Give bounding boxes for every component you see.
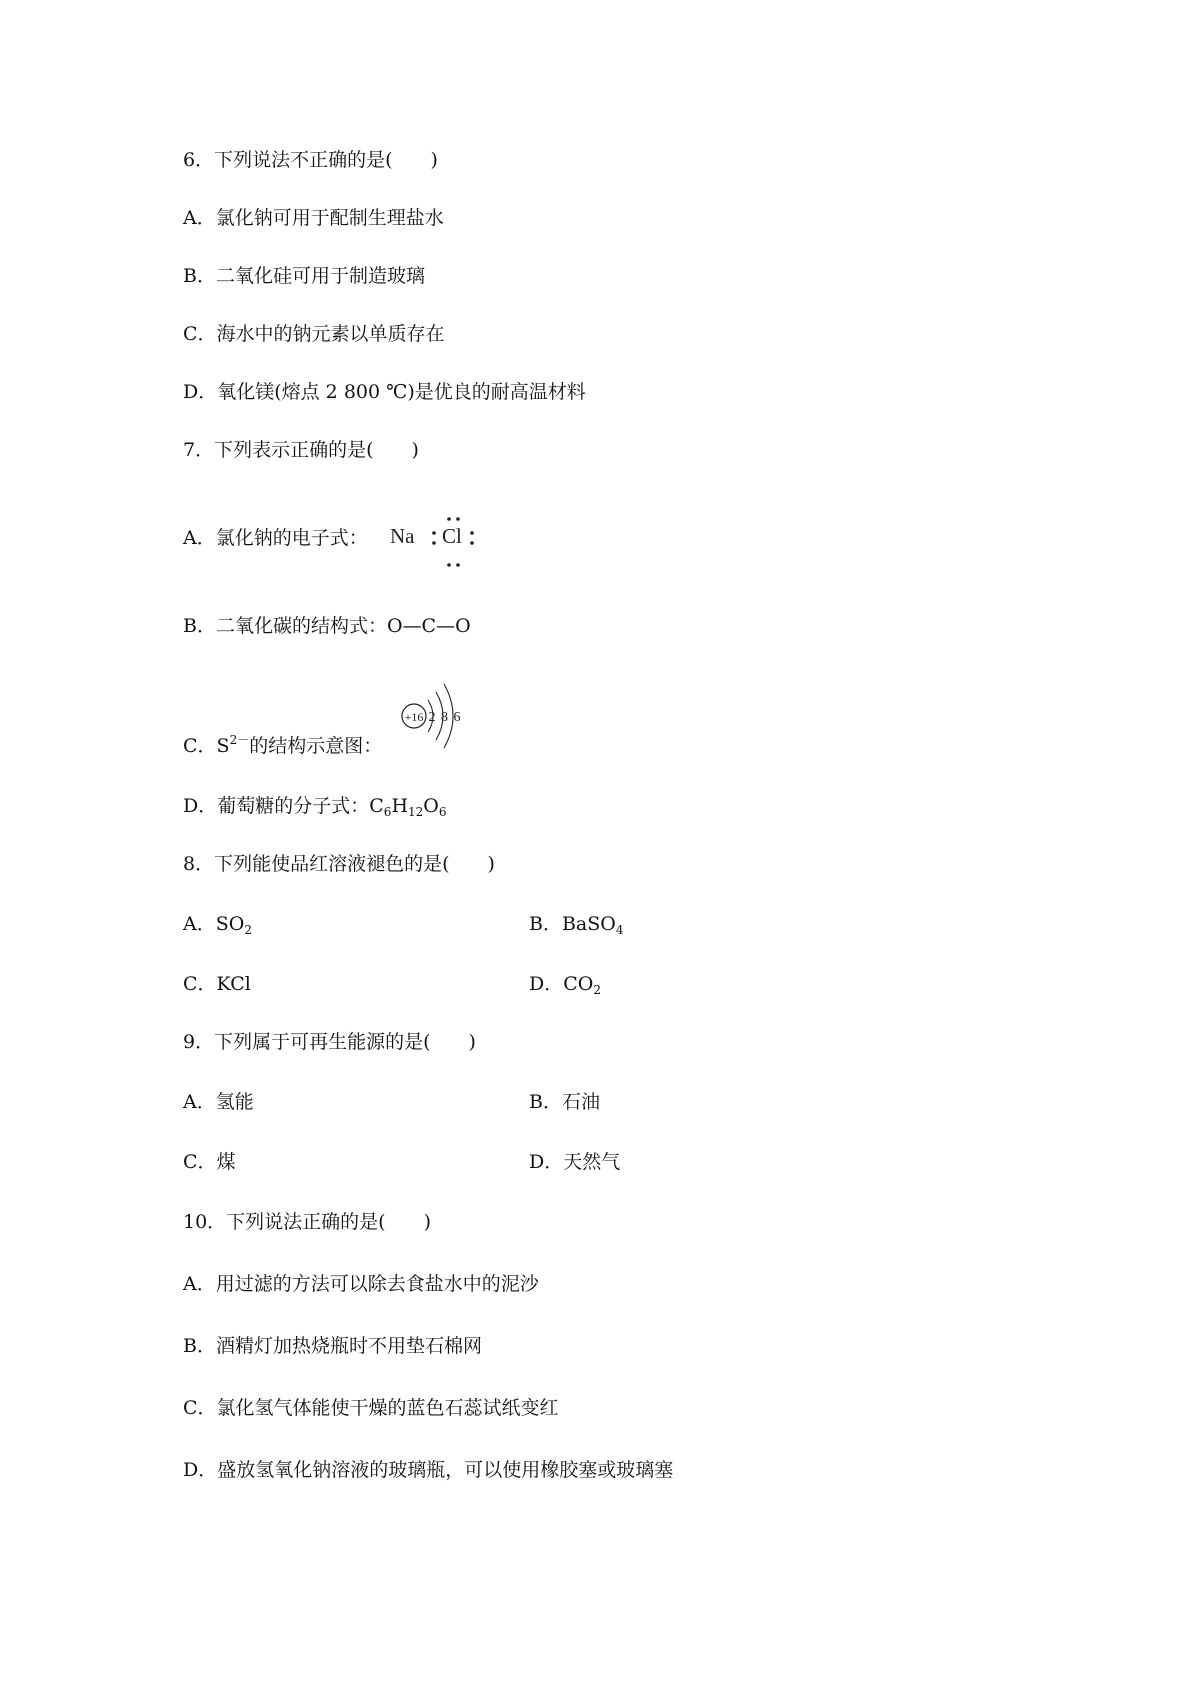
question-stem-text: 7．下列表示正确的是(: [183, 439, 374, 461]
option-text: 酒精灯加热烧瓶时不用垫石棉网: [215, 1335, 482, 1357]
q6-option-a: [183, 206, 444, 230]
q6-option-b: [183, 264, 425, 288]
q9-option-a: [183, 1090, 254, 1114]
option-text: 氧化镁(熔点 2 800 ℃)是优良的耐高温材料: [217, 381, 586, 403]
option-text: 二氧化硅可用于制造玻璃: [215, 265, 425, 287]
option-label: D．: [183, 1459, 218, 1481]
option-label: B．: [183, 615, 216, 637]
option-text: 天然气: [563, 1151, 621, 1173]
option-formula: KCl: [216, 973, 251, 995]
option-text: 氯化钠的电子式：: [215, 527, 368, 549]
option-text: 氯化钠可用于配制生理盐水: [215, 207, 444, 229]
option-label: B．: [529, 1091, 562, 1113]
option-label: A．: [183, 207, 216, 229]
closing-paren: ): [430, 149, 438, 171]
q8-option-d: [529, 972, 601, 996]
option-text: 石油: [561, 1091, 600, 1113]
option-label: C．: [183, 735, 217, 757]
formula-h-count: 12: [408, 805, 424, 819]
lewis-na: Na: [390, 524, 415, 548]
q10-option-c: [183, 1396, 559, 1420]
q8-option-b: [529, 912, 624, 936]
option-label: B．: [529, 913, 562, 935]
option-label: C．: [183, 1397, 217, 1419]
closing-paren: ): [487, 853, 495, 875]
closing-paren: ): [423, 1211, 432, 1233]
ion-charge: 2－: [229, 733, 250, 747]
formula-c-count: 6: [383, 805, 392, 819]
option-formula-subscript: 4: [615, 923, 624, 937]
closing-paren: ): [411, 439, 419, 461]
option-label: D．: [183, 381, 218, 403]
option-formula: SO: [215, 913, 245, 935]
electron-dot: [456, 563, 460, 567]
option-label: B．: [183, 1335, 216, 1357]
option-text: 二氧化碳的结构式：O—C—O: [215, 615, 471, 637]
option-text: 葡萄糖的分子式：: [217, 795, 370, 817]
electron-dot: [432, 531, 436, 535]
option-label: C．: [183, 973, 217, 995]
electron-dot: [432, 541, 436, 545]
q9-option-b: [529, 1090, 600, 1114]
nucleus-charge: +16: [404, 710, 424, 724]
question-7-stem: [183, 438, 419, 462]
option-label: A．: [183, 527, 216, 549]
option-formula-subscript: 2: [593, 983, 601, 997]
formula-o-count: 6: [438, 805, 447, 819]
q6-option-c: [183, 322, 445, 346]
option-text: 煤: [216, 1151, 236, 1173]
question-9-stem: [183, 1030, 476, 1054]
option-label: A．: [183, 1091, 216, 1113]
formula-h: H: [391, 795, 409, 817]
electron-dot: [447, 563, 451, 567]
question-stem-text: 10．下列说法正确的是(: [183, 1211, 386, 1233]
q10-option-a: [183, 1272, 539, 1296]
question-stem-text: 9．下列属于可再生能源的是(: [183, 1031, 431, 1053]
option-label: D．: [183, 795, 218, 817]
ion-symbol: S: [216, 735, 230, 757]
option-text: 氯化氢气体能使干燥的蓝色石蕊试纸变红: [216, 1397, 559, 1419]
question-6-stem: [183, 148, 438, 172]
option-text: 用过滤的方法可以除去食盐水中的泥沙: [215, 1273, 539, 1295]
option-label: D．: [529, 973, 564, 995]
q7-option-b: [183, 614, 471, 638]
electron-counts: 2 8 6: [428, 710, 462, 725]
option-label: C．: [183, 323, 217, 345]
option-label: B．: [183, 265, 216, 287]
q10-option-d: [183, 1458, 673, 1482]
q10-option-b: [183, 1334, 482, 1358]
lewis-structure-nacl: [386, 508, 496, 578]
option-formula: BaSO: [561, 913, 616, 935]
q9-option-d: [529, 1150, 620, 1174]
option-text: 氢能: [215, 1091, 254, 1113]
option-label: A．: [183, 913, 216, 935]
lewis-cl: Cl: [442, 524, 462, 548]
option-text: 的结构示意图：: [249, 735, 383, 757]
question-8-stem: [183, 852, 495, 876]
option-text: 盛放氢氧化钠溶液的玻璃瓶，可以使用橡胶塞或玻璃塞: [217, 1459, 674, 1481]
option-label: A．: [183, 1273, 216, 1295]
question-stem-text: 6．下列说法不正确的是(: [183, 149, 393, 171]
electron-dot: [447, 517, 451, 521]
option-text: 海水中的钠元素以单质存在: [216, 323, 445, 345]
electron-dot: [470, 531, 474, 535]
option-label: C．: [183, 1151, 217, 1173]
q7-option-a: [183, 526, 368, 550]
q9-option-c: [183, 1150, 236, 1174]
option-label: D．: [529, 1151, 564, 1173]
q6-option-d: [183, 380, 586, 404]
q7-option-d: [183, 794, 447, 818]
question-10-stem: [183, 1210, 431, 1234]
sulfide-ion-structure-diagram: [398, 674, 478, 754]
formula-c: C: [369, 795, 384, 817]
option-formula-subscript: 2: [244, 923, 252, 937]
q7-option-c: [183, 734, 382, 758]
electron-dot: [456, 517, 460, 521]
closing-paren: ): [468, 1031, 476, 1053]
q8-option-c: [183, 972, 251, 996]
formula-o: O: [423, 795, 439, 817]
option-formula: CO: [563, 973, 594, 995]
electron-dot: [470, 541, 474, 545]
q8-option-a: [183, 912, 252, 936]
question-stem-text: 8．下列能使品红溶液褪色的是(: [183, 853, 450, 875]
